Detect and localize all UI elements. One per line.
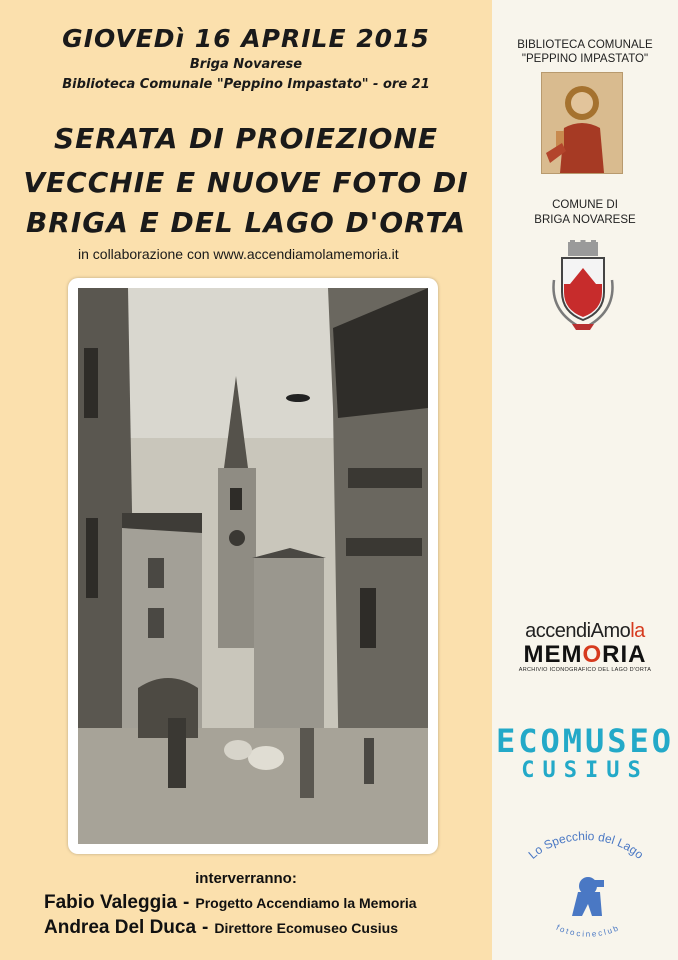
la-text: la bbox=[630, 620, 645, 642]
speaker-name: Andrea Del Duca bbox=[44, 917, 197, 938]
specchio-sub: fotocineclub bbox=[554, 922, 622, 939]
comune-name-line1: COMUNE DI bbox=[552, 199, 618, 211]
speaker-separator: - bbox=[183, 892, 190, 913]
title-line-3: BRIGA E DEL LAGO D'ORTA bbox=[25, 206, 467, 239]
ecomuseo-logo-line2: CUSIUS bbox=[521, 758, 649, 783]
title-line-1: SERATA DI PROIEZIONE bbox=[53, 122, 439, 155]
speakers-heading: interverranno: bbox=[195, 870, 297, 887]
speaker-row bbox=[44, 892, 417, 914]
title-line-2: VECCHIE E NUOVE FOTO DI bbox=[23, 166, 469, 199]
memoria-part-2: RIA bbox=[602, 641, 647, 668]
comune-name-line2: BRIGA NOVARESE bbox=[534, 214, 636, 226]
comune-crest-icon bbox=[548, 240, 618, 332]
memoria-word bbox=[492, 643, 678, 667]
specchio-name: Lo Specchio del Lago bbox=[525, 830, 647, 862]
ecomuseo-logo-line1: ECOMUSEO bbox=[495, 722, 675, 760]
accendiamo-subtitle: ARCHIVIO ICONOGRAFICO DEL LAGO D'ORTA bbox=[518, 667, 652, 673]
accendiamo-text: accendiAmo bbox=[525, 620, 631, 642]
saint-portrait-icon bbox=[542, 73, 622, 173]
accendiamo-logo-top bbox=[492, 620, 678, 643]
historic-street-photo bbox=[78, 288, 428, 844]
photographer-icon bbox=[572, 877, 604, 916]
event-venue-time: Biblioteca Comunale "Peppino Impastato" - ore 21 bbox=[62, 77, 430, 92]
event-place: Briga Novarese bbox=[189, 57, 303, 72]
accendiamo-logo bbox=[492, 620, 678, 673]
event-date: GIOVEDì 16 APRILE 2015 bbox=[62, 24, 430, 53]
svg-text:fotocineclub bbox=[555, 923, 621, 939]
speaker-role: Direttore Ecomuseo Cusius bbox=[214, 920, 398, 936]
speaker-name: Fabio Valeggia bbox=[44, 892, 178, 913]
memoria-power-o: O bbox=[582, 641, 603, 668]
library-name-line1: BIBLIOTECA COMUNALE bbox=[517, 39, 653, 51]
specchio-del-lago-logo bbox=[508, 830, 664, 945]
speaker-separator: - bbox=[202, 917, 209, 938]
memoria-part-1: MEM bbox=[523, 641, 583, 668]
saint-fresco-image bbox=[541, 72, 623, 174]
speaker-role: Progetto Accendiamo la Memoria bbox=[195, 895, 417, 911]
photo-frame bbox=[68, 278, 438, 854]
svg-text:Lo Specchio del Lago bbox=[526, 830, 647, 862]
collaboration-text: in collaborazione con www.accendiamolamemoria.it bbox=[78, 246, 399, 262]
historic-photo bbox=[78, 288, 428, 844]
library-name-line2: "PEPPINO IMPASTATO" bbox=[521, 53, 649, 65]
speaker-row bbox=[44, 917, 398, 939]
